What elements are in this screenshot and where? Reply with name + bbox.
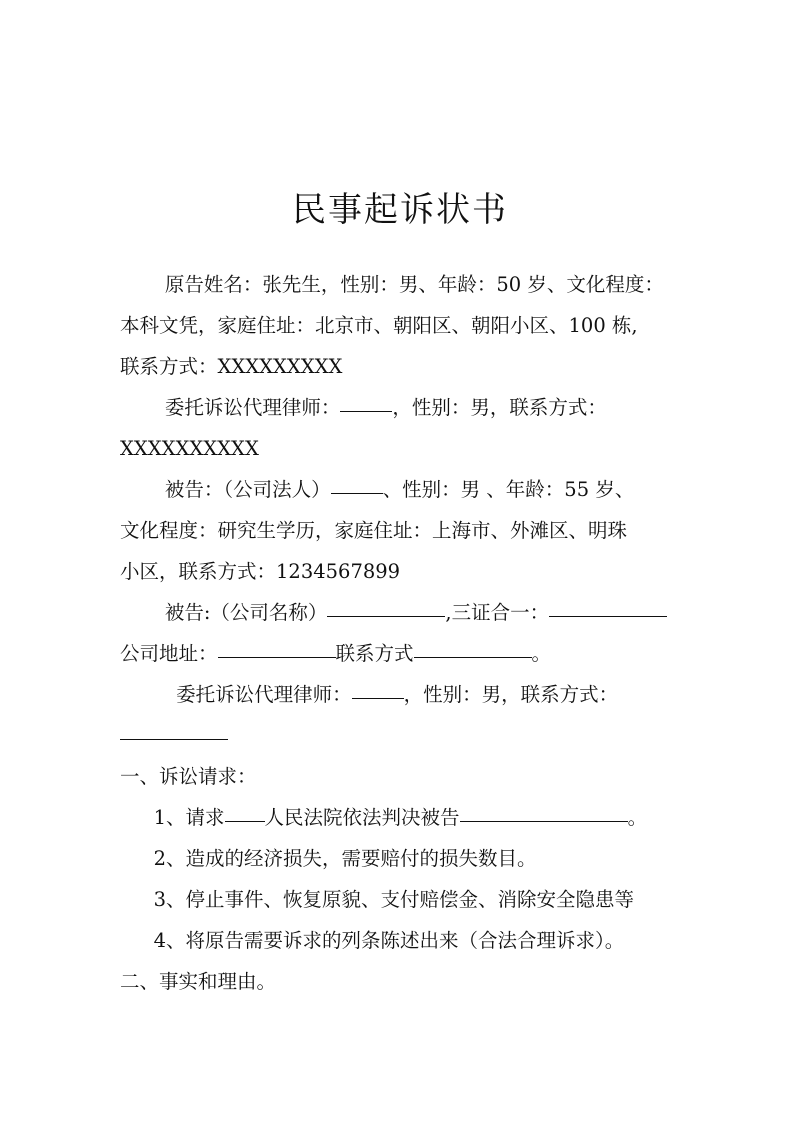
fill-in-blank xyxy=(352,678,404,699)
document-line xyxy=(120,551,685,592)
document-line xyxy=(120,797,685,838)
document-line xyxy=(120,920,685,961)
fill-in-blank xyxy=(120,719,228,740)
line-text: 二、事实和理由。 xyxy=(120,970,277,993)
line-text: 委托诉讼代理律师： xyxy=(164,396,341,419)
line-text: 公司地址： xyxy=(120,642,218,665)
document-line xyxy=(120,469,685,510)
line-text: 、性别：男 、年龄：55 岁、 xyxy=(382,478,635,501)
document-line xyxy=(120,264,685,305)
line-text: ,三证合一： xyxy=(445,601,550,624)
line-text: XXXXXXXXXX xyxy=(120,437,259,460)
document-line xyxy=(120,387,685,428)
line-text: 一、诉讼请求： xyxy=(120,765,257,788)
document-line xyxy=(120,592,685,633)
line-text: 委托诉讼代理律师： xyxy=(176,683,352,706)
document-line xyxy=(120,961,685,1002)
document-line xyxy=(120,715,685,756)
line-text: 本科文凭，家庭住址：北京市、朝阳区、朝阳小区、100 栋, xyxy=(120,314,638,337)
fill-in-blank xyxy=(414,637,532,658)
document-line xyxy=(120,510,685,551)
line-text: 原告姓名：张先生，性别：男、年龄：50 岁、文化程度： xyxy=(164,273,664,296)
fill-in-blank xyxy=(225,801,265,822)
document-line xyxy=(120,305,685,346)
line-text: 2、造成的经济损失，需要赔付的损失数目。 xyxy=(153,847,537,870)
document-line xyxy=(120,346,685,387)
document-line xyxy=(120,838,685,879)
fill-in-blank xyxy=(218,637,336,658)
document-line xyxy=(120,674,685,715)
document-line xyxy=(120,879,685,920)
fill-in-blank xyxy=(327,596,445,617)
document-title: 民事起诉状书 xyxy=(292,190,508,230)
document-line xyxy=(120,428,685,469)
line-text: 4、将原告需要诉求的列条陈述出来（合法合理诉求）。 xyxy=(153,929,625,952)
document-line xyxy=(120,756,685,797)
fill-in-blank xyxy=(331,473,383,494)
line-text: 联系方式：XXXXXXXXX xyxy=(120,355,343,378)
fill-in-blank xyxy=(549,596,667,617)
document-line xyxy=(120,633,685,674)
line-text: 3、停止事件、恢复原貌、支付赔偿金、消除安全隐患等 xyxy=(153,888,635,911)
line-text: 人民法院依法判决被告 xyxy=(264,806,460,829)
fill-in-blank xyxy=(340,391,392,412)
line-text: 被告：（公司法人） xyxy=(164,478,331,501)
line-text: 1、请求 xyxy=(153,806,225,829)
line-text: 被告:（公司名称） xyxy=(164,601,328,624)
line-text: 。 xyxy=(531,642,552,665)
line-text: ，性别：男，联系方式： xyxy=(392,396,607,419)
line-text: 联系方式 xyxy=(335,642,414,665)
line-text: 小区，联系方式：1234567899 xyxy=(120,560,401,583)
document-body xyxy=(120,264,685,1002)
line-text: 。 xyxy=(627,806,648,829)
line-text: ，性别：男，联系方式： xyxy=(403,683,619,706)
fill-in-blank xyxy=(460,801,628,822)
line-text: 文化程度：研究生学历，家庭住址：上海市、外滩区、明珠 xyxy=(120,519,628,542)
